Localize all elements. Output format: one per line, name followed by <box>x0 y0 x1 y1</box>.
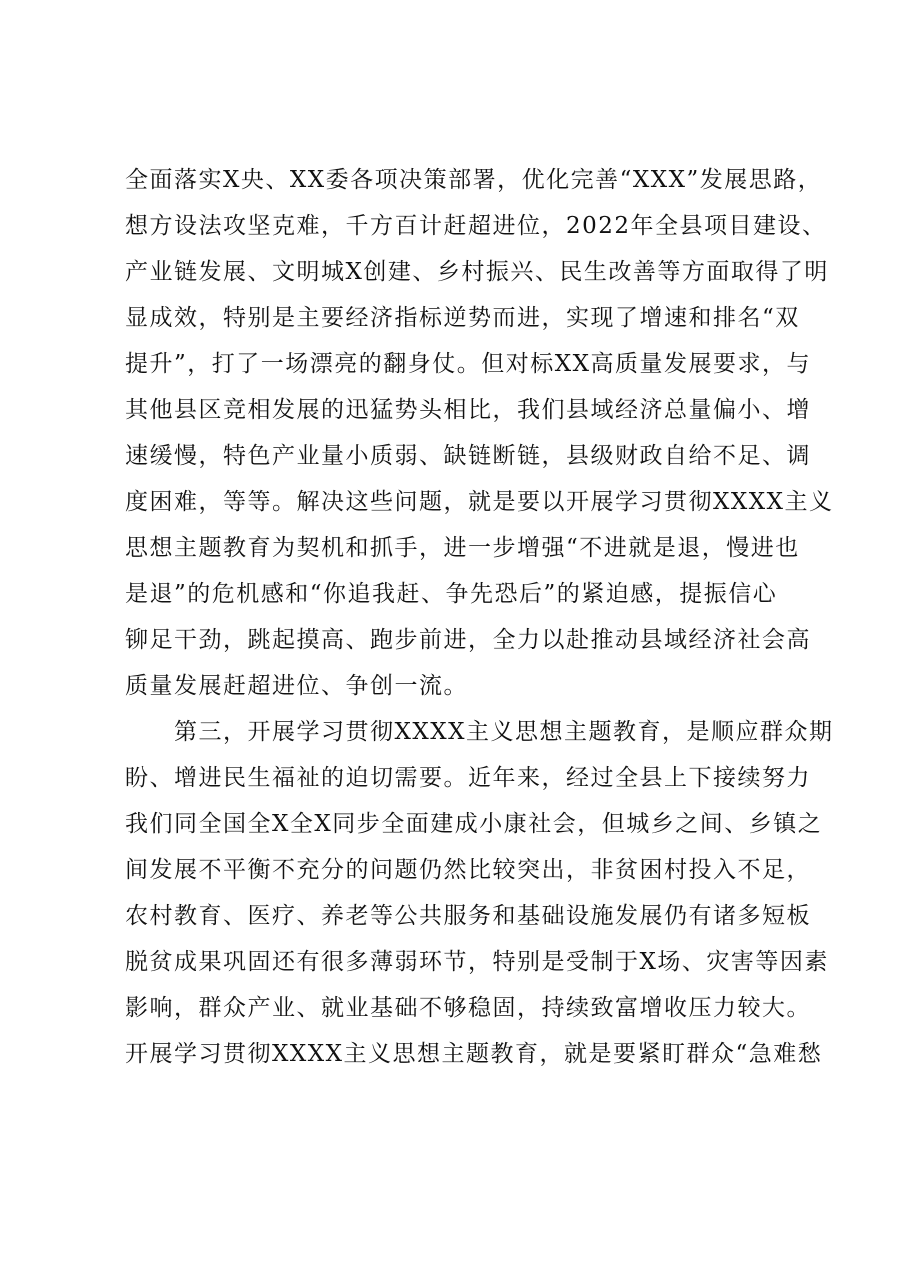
text-line: 农村教育、医疗、养老等公共服务和基础设施发展仍有诸多短板 <box>125 903 811 929</box>
body-text <box>125 157 834 1077</box>
text-line: 铆足干劲，跳起摸高、跑步前进，全力以赴推动县域经济社会高 <box>125 627 811 653</box>
text-line: 是退”的危机感和“你追我赶、争先恐后”的紧迫感，提振信心 <box>125 581 778 607</box>
text-line: 显成效，特别是主要经济指标逆势而进，实现了增速和排名“双 <box>125 305 800 331</box>
text-line: 全面落实X央、XX委各项决策部署，优化完善“XXX”发展思路， <box>125 167 823 193</box>
text-line: 速缓慢，特色产业量小质弱、缺链断链，县级财政自给不足、调 <box>125 443 811 469</box>
text-line: 思想主题教育为契机和抓手，进一步增强“不进就是退，慢进也 <box>125 535 800 561</box>
text-line: 间发展不平衡不充分的问题仍然比较突出，非贫困村投入不足， <box>125 857 811 883</box>
text-line: 度困难，等等。解决这些问题，就是要以开展学习贯彻XXXX主义 <box>125 489 834 515</box>
text-line: 想方设法攻坚克难，千方百计赶超进位，2022年全县项目建设、 <box>125 213 827 239</box>
text-line: 盼、增进民生福祉的迫切需要。近年来，经过全县上下接续努力 <box>125 765 811 791</box>
text-line: 我们同全国全X全X同步全面建成小康社会，但城乡之间、乡镇之 <box>125 811 823 837</box>
text-line: 产业链发展、文明城X创建、乡村振兴、民生改善等方面取得了明 <box>125 259 829 285</box>
text-line: 第三，开展学习贯彻XXXX主义思想主题教育，是顺应群众期 <box>125 719 834 745</box>
text-line: 提升”，打了一场漂亮的翻身仗。但对标XX高质量发展要求，与 <box>125 351 812 377</box>
text-line: 影响，群众产业、就业基础不够稳固，持续致富增收压力较大。 <box>125 995 811 1021</box>
text-line: 质量发展赶超进位、争创一流。 <box>125 673 468 699</box>
text-line: 开展学习贯彻XXXX主义思想主题教育，就是要紧盯群众“急难愁 <box>125 1041 823 1067</box>
text-line: 其他县区竞相发展的迅猛势头相比，我们县域经济总量偏小、增 <box>125 397 811 423</box>
text-line: 脱贫成果巩固还有很多薄弱环节，特别是受制于X场、灾害等因素 <box>125 949 829 975</box>
